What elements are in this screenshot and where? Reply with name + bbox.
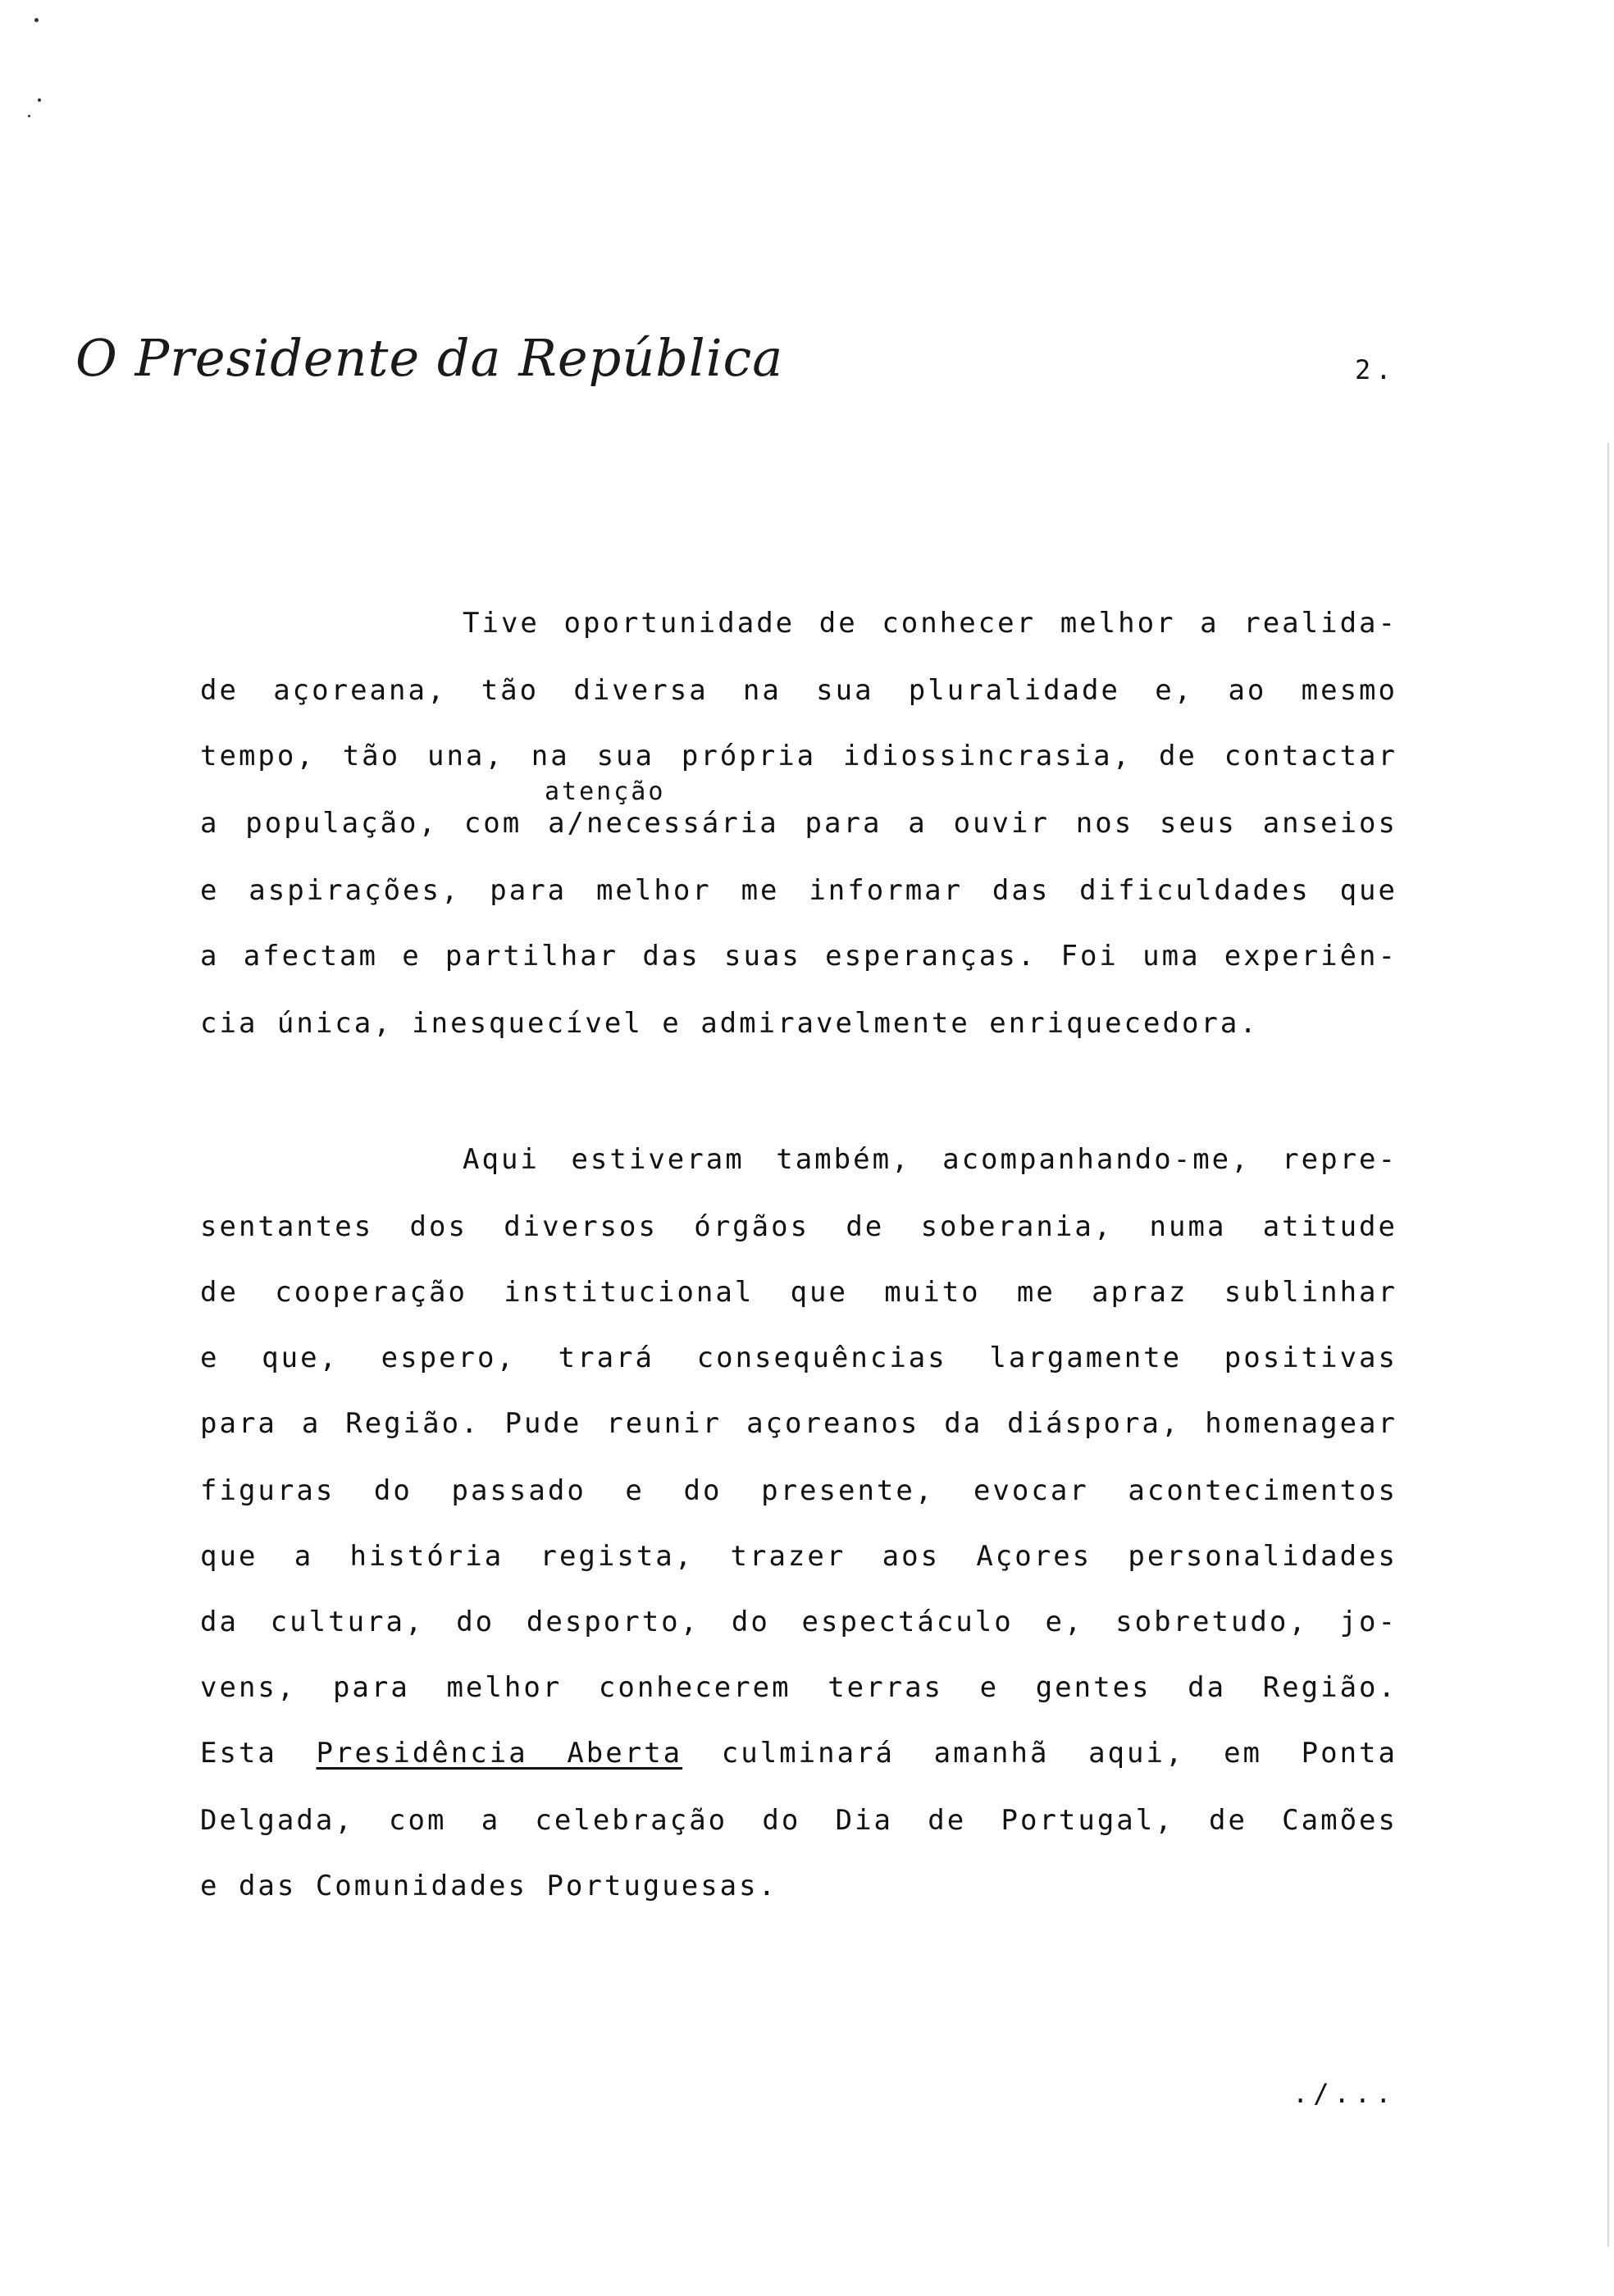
scan-speck <box>34 18 39 22</box>
paragraph-line-text: a população, com a/necessária para a ouvir nos seus anseios <box>200 807 1397 840</box>
paragraph-line: tempo, tão una, na sua própria idiossincrasia, de contactar <box>200 740 1397 772</box>
paragraph-line <box>200 1737 1397 1774</box>
paragraph-line: cia única, inesquecível e admiravelmente enriquecedora. <box>200 1007 1259 1040</box>
underlined-phrase: Presidência Aberta <box>316 1737 683 1770</box>
paragraph-line: Tive oportunidade de conhecer melhor a realida- <box>463 607 1397 640</box>
paragraph-line: que a história regista, trazer aos Açores personalidades <box>200 1540 1397 1573</box>
handwritten-insertion: atenção <box>545 777 666 806</box>
continuation-mark: ./... <box>1293 2078 1397 2109</box>
paragraph-line: e que, espero, trará consequências largamente positivas <box>200 1342 1397 1374</box>
paragraph-line: Delgada, com a celebração do Dia de Portugal, de Camões <box>200 1804 1397 1837</box>
paragraph-line: de cooperação institucional que muito me apraz sublinhar <box>200 1276 1397 1309</box>
line-prefix: Esta <box>200 1737 317 1770</box>
paragraph-line: figuras do passado e do presente, evocar acontecimentos <box>200 1474 1397 1507</box>
scan-edge-line <box>1607 443 1609 2247</box>
scan-speck <box>38 98 41 102</box>
paragraph-line: a afectam e partilhar das suas esperanças. Foi uma experiên- <box>200 940 1397 973</box>
paragraph-line: vens, para melhor conhecerem terras e gentes da Região. <box>200 1671 1397 1704</box>
paragraph-line: para a Região. Pude reunir açoreanos da diáspora, homenagear <box>200 1407 1397 1440</box>
paragraph-line: e das Comunidades Portuguesas. <box>200 1870 778 1902</box>
page-number: 2. <box>1355 354 1397 385</box>
paragraph-line: Aqui estiveram também, acompanhando-me, repre- <box>463 1143 1397 1176</box>
paragraph-line-with-insertion <box>200 777 1397 845</box>
letterhead-title: O Presidente da República <box>75 328 784 388</box>
scan-speck <box>28 115 30 117</box>
paragraph-line: da cultura, do desporto, do espectáculo e, sobretudo, jo- <box>200 1606 1397 1638</box>
paragraph-line: e aspirações, para melhor me informar das dificuldades que <box>200 874 1397 907</box>
paragraph-line: de açoreana, tão diversa na sua pluralidade e, ao mesmo <box>200 674 1397 707</box>
line-suffix: culminará amanhã aqui, em Ponta <box>682 1737 1397 1770</box>
paragraph-line: sentantes dos diversos órgãos de soberania, numa atitude <box>200 1210 1397 1243</box>
